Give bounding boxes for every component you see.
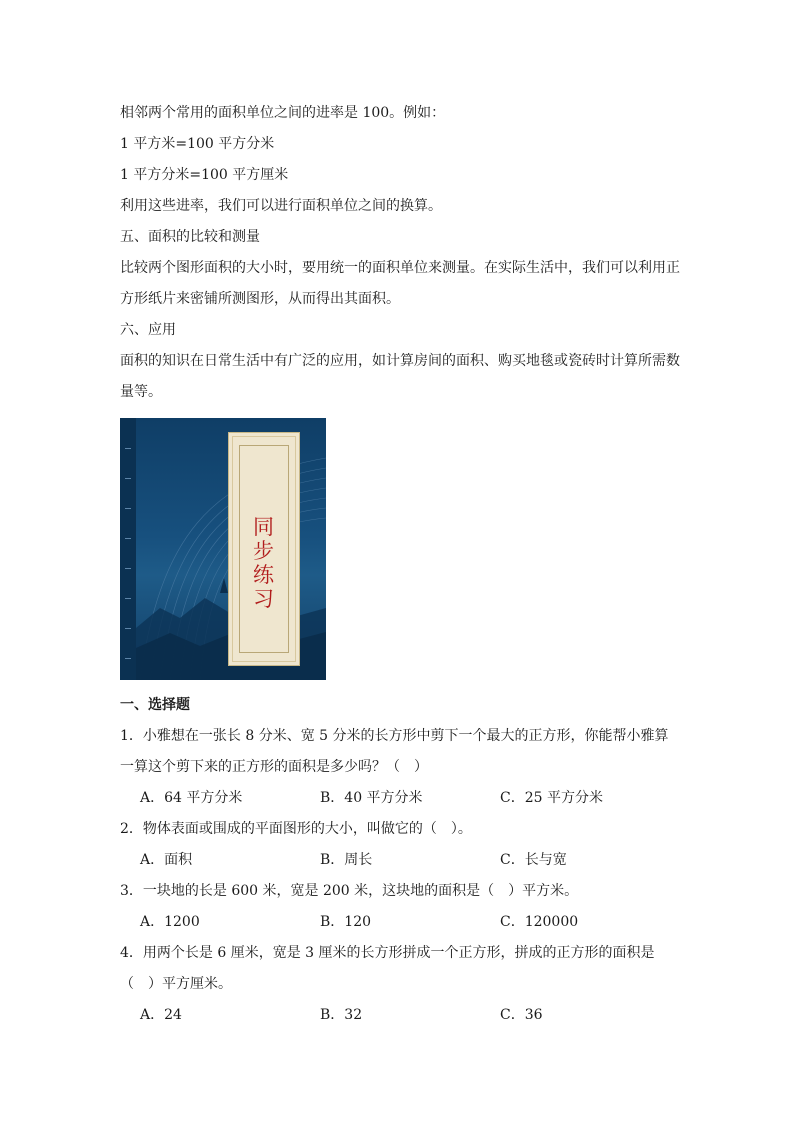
paragraph-apply: 面积的知识在日常生活中有广泛的应用，如计算房间的面积、购买地毯或瓷砖时计算所需数量等。 — [120, 353, 680, 400]
heading-compare: 五、面积的比较和测量 — [120, 229, 260, 245]
answer-options — [120, 783, 680, 814]
answer-options — [120, 1000, 680, 1031]
question-text: 4．用两个长是 6 厘米，宽是 3 厘米的长方形拼成一个正方形，拼成的正方形的面积是（ ）平方厘米。 — [120, 945, 655, 992]
section-title: 一、选择题 — [120, 697, 190, 713]
option-b: B．40 平方分米 — [320, 790, 423, 806]
practice-cover-image — [120, 418, 326, 680]
cover-title-char: 步 — [253, 539, 275, 563]
option-a: A．64 平方分米 — [140, 790, 243, 806]
option-c: C．36 — [500, 1007, 543, 1023]
heading-apply: 六、应用 — [120, 322, 176, 338]
text-line: 1 平方分米=100 平方厘米 — [120, 167, 289, 183]
cover-title — [233, 515, 295, 611]
option-b: B．32 — [320, 1007, 363, 1023]
question-text: 1．小雅想在一张长 8 分米、宽 5 分米的长方形中剪下一个最大的正方形，你能帮小雅算一算这个剪下来的正方形的面积是多少吗？（ ） — [120, 728, 669, 775]
book-binding — [120, 418, 136, 680]
question-text: 3．一块地的长是 600 米，宽是 200 米，这块地的面积是（ ）平方米。 — [120, 883, 579, 899]
option-b: B．周长 — [320, 852, 373, 868]
cover-title-panel — [232, 436, 296, 662]
answer-options — [120, 845, 680, 876]
cover-title-char: 习 — [253, 587, 275, 611]
document-body — [120, 98, 680, 1031]
cover-title-char: 练 — [253, 563, 275, 587]
text-line: 1 平方米=100 平方分米 — [120, 136, 275, 152]
paragraph-compare: 比较两个图形面积的大小时，要用统一的面积单位来测量。在实际生活中，我们可以利用正方形纸片来密铺所测图形，从而得出其面积。 — [120, 260, 680, 307]
cover-title-char: 同 — [253, 515, 275, 539]
option-c: C．长与宽 — [500, 852, 567, 868]
option-b: B．120 — [320, 914, 372, 930]
answer-options — [120, 907, 680, 938]
text-line: 利用这些进率，我们可以进行面积单位之间的换算。 — [120, 198, 442, 214]
option-a: A．面积 — [140, 852, 193, 868]
text-line: 相邻两个常用的面积单位之间的进率是 100。例如： — [120, 105, 446, 121]
option-c: C．25 平方分米 — [500, 790, 603, 806]
option-c: C．120000 — [500, 914, 579, 930]
option-a: A．1200 — [140, 914, 200, 930]
question-text: 2．物体表面或围成的平面图形的大小，叫做它的（ ）。 — [120, 821, 472, 837]
option-a: A．24 — [140, 1007, 182, 1023]
